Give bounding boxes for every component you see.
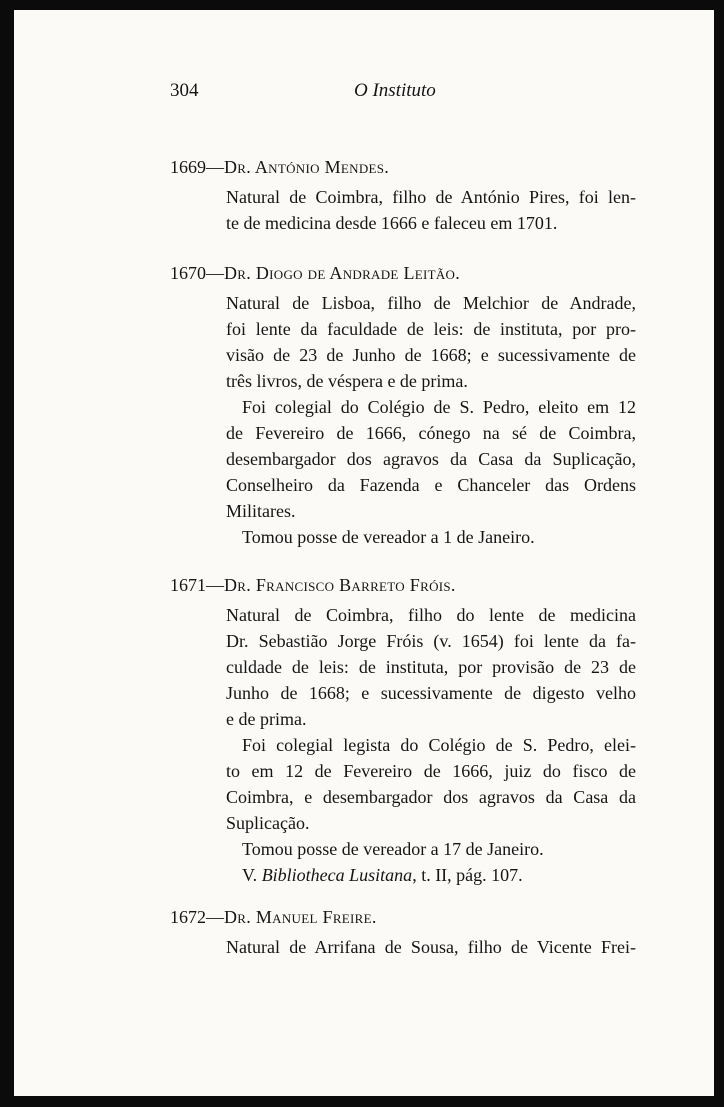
- entry-heading: [170, 572, 714, 602]
- book-page: [14, 10, 714, 1096]
- entry-heading: [170, 260, 714, 290]
- text-line: culdade de leis: de instituta, por provisão de 23 de: [226, 657, 636, 677]
- text-line: de Fevereiro de 1666, cónego na sé de Coimbra,: [226, 423, 636, 443]
- text-line: Coimbra, e desembargador dos agravos da Casa da: [226, 787, 636, 807]
- paragraph: [226, 184, 636, 236]
- paragraph: [226, 524, 636, 550]
- entry-dash: —: [206, 575, 224, 595]
- text-line: te de medicina desde 1666 e faleceu em 1701.: [226, 213, 558, 233]
- text-line: Suplicação.: [226, 813, 310, 833]
- paragraph: [226, 934, 636, 960]
- entry-name: Dr. Diogo de Andrade Leitão.: [224, 263, 461, 283]
- paragraph: [226, 732, 636, 836]
- paragraph: [226, 394, 636, 524]
- text-line: Natural de Coimbra, filho do lente de medicina: [226, 605, 636, 625]
- reference-prefix: V.: [242, 865, 262, 885]
- text-line: to em 12 de Fevereiro de 1666, juiz do fisco de: [226, 761, 636, 781]
- entry-year: 1671: [170, 575, 206, 595]
- text-line: Natural de Coimbra, filho de António Pires, foi len-: [226, 187, 636, 207]
- reference-title: Bibliotheca Lusitana: [261, 865, 413, 885]
- paragraph: [226, 836, 636, 862]
- text-line: Foi colegial do Colégio de S. Pedro, eleito em 12: [242, 397, 636, 417]
- entry-year: 1670: [170, 263, 206, 283]
- paragraph: [226, 602, 636, 732]
- page-number: 304: [170, 80, 199, 101]
- text-line: Natural de Lisboa, filho de Melchior de Andrade,: [226, 293, 636, 313]
- entry-dash: —: [206, 907, 224, 927]
- text-line: Dr. Sebastião Jorge Fróis (v. 1654) foi lente da fa-: [226, 631, 636, 651]
- entry-name: Dr. Manuel Freire.: [224, 907, 377, 927]
- paragraph: [226, 290, 636, 394]
- text-line: Conselheiro da Fazenda e Chanceler das Ordens: [226, 475, 636, 495]
- entry-1671: [14, 572, 714, 888]
- entry-name: Dr. António Mendes.: [224, 157, 390, 177]
- text-line: e de prima.: [226, 709, 307, 729]
- text-line: foi lente da faculdade de leis: de instituta, por pro-: [226, 319, 636, 339]
- entry-1670: [14, 260, 714, 550]
- page-header: [14, 80, 714, 110]
- text-line: Foi colegial legista do Colégio de S. Pedro, elei-: [242, 735, 636, 755]
- text-line: três livros, de véspera e de prima.: [226, 371, 468, 391]
- entry-1672: [14, 904, 714, 960]
- entry-heading: [170, 904, 714, 934]
- text-line: Militares.: [226, 501, 296, 521]
- entry-year: 1669: [170, 157, 206, 177]
- reference-line: [226, 862, 636, 888]
- entry-dash: —: [206, 263, 224, 283]
- entry-year: 1672: [170, 907, 206, 927]
- text-line: Tomou posse de vereador a 17 de Janeiro.: [242, 839, 544, 859]
- text-line: Tomou posse de vereador a 1 de Janeiro.: [242, 527, 535, 547]
- entry-name: Dr. Francisco Barreto Fróis.: [224, 575, 456, 595]
- text-line: Natural de Arrifana de Sousa, filho de Vicente Frei-: [226, 937, 636, 957]
- text-line: visão de 23 de Junho de 1668; e sucessivamente de: [226, 345, 636, 365]
- bibliographic-reference: [226, 862, 636, 888]
- reference-suffix: , t. II, pág. 107.: [412, 865, 523, 885]
- text-line: desembargador dos agravos da Casa da Suplicação,: [226, 449, 636, 469]
- entry-dash: —: [206, 157, 224, 177]
- entry-heading: [170, 154, 714, 184]
- entry-1669: [14, 154, 714, 236]
- text-line: Junho de 1668; e sucessivamente de digesto velho: [226, 683, 636, 703]
- running-title: O Instituto: [354, 80, 436, 101]
